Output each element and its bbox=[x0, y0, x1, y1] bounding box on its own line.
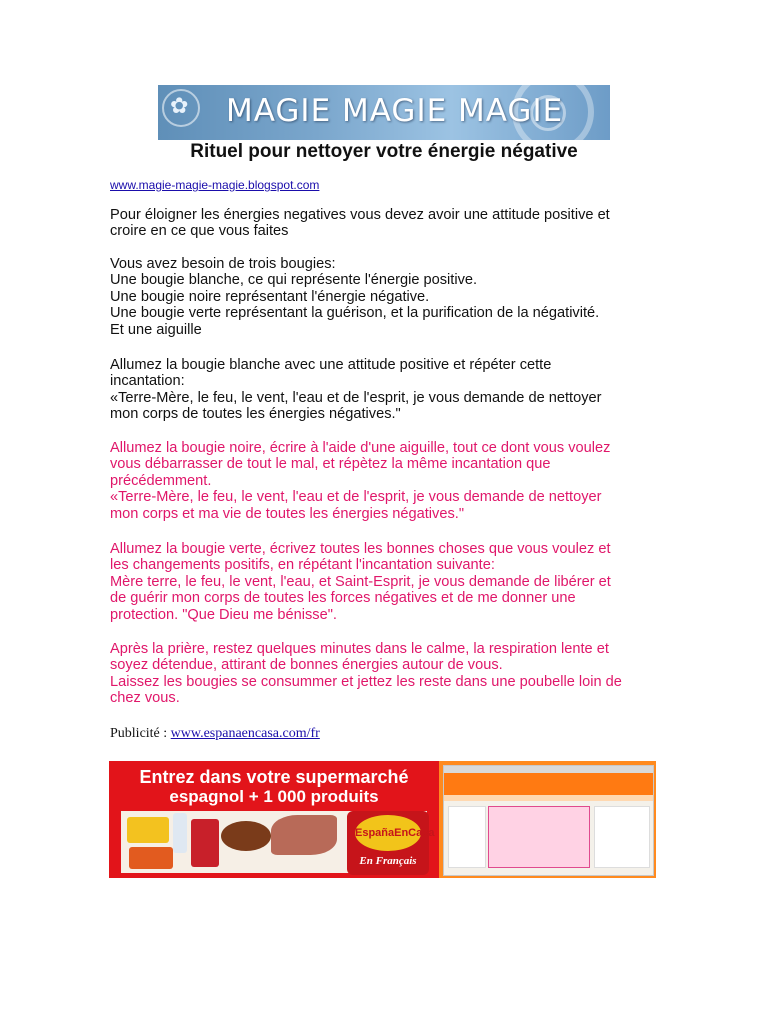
logo-mark: EspañaEnCasa bbox=[355, 815, 421, 851]
text-line: Une bougie noire représentant l'énergie négative. bbox=[110, 288, 430, 305]
header-banner bbox=[158, 85, 610, 140]
site-welcome-box bbox=[488, 806, 590, 868]
browser-window bbox=[443, 765, 654, 876]
banner-title: MAGIE MAGIE MAGIE bbox=[226, 93, 564, 129]
site-right-column bbox=[594, 806, 650, 868]
pub-label: Publicité : bbox=[110, 726, 168, 741]
logo-subtitle: En Français bbox=[359, 855, 417, 867]
paragraph-closing bbox=[110, 641, 670, 707]
text-line: «Terre-Mère, le feu, le vent, l'eau et de l'esprit, je vous demande de nettoyer bbox=[110, 489, 602, 506]
ad-website-screenshot bbox=[439, 761, 656, 878]
text-line: vous débarrasser de tout le mal, et répètez la même incantation que bbox=[110, 456, 551, 473]
paragraph-intro bbox=[110, 207, 670, 240]
text-line: soyez détendue, attirant de bonnes énergies autour de vous. bbox=[110, 657, 503, 674]
site-sidebar bbox=[448, 806, 486, 868]
ad-subheadline: espagnol + 1 000 produits bbox=[169, 787, 379, 806]
site-header bbox=[444, 773, 653, 795]
ad-banner[interactable] bbox=[109, 761, 656, 878]
text-line: Vous avez besoin de trois bougies: bbox=[110, 256, 336, 272]
text-line: protection. "Que Dieu me bénisse". bbox=[110, 606, 337, 623]
browser-toolbar bbox=[444, 766, 653, 773]
text-line: chez vous. bbox=[110, 690, 180, 707]
text-line: de guérir mon corps de toutes les forces négatives et de me donner une bbox=[110, 590, 576, 607]
ad-headline: Entrez dans votre supermarché bbox=[139, 767, 409, 787]
paragraph-materials bbox=[110, 256, 670, 338]
site-nav bbox=[444, 795, 653, 801]
blog-link[interactable]: www.magie-magie-magie.blogspot.com bbox=[110, 178, 320, 192]
espanaencasa-logo bbox=[347, 811, 435, 875]
flower-icon: ✿ bbox=[170, 93, 189, 118]
document-title: Rituel pour nettoyer votre énergie négative bbox=[190, 141, 578, 162]
text-line: Pour éloigner les énergies negatives vous devez avoir une attitude positive et bbox=[110, 207, 610, 223]
text-line: mon corps et ma vie de toutes les énergies négatives." bbox=[110, 505, 464, 522]
text-line: Allumez la bougie noire, écrire à l'aide d'une aiguille, tout ce dont vous voulez bbox=[110, 440, 611, 456]
text-line: Mère terre, le feu, le vent, l'eau, et Saint-Esprit, je vous demande de libérer et bbox=[110, 573, 611, 590]
text-line: Après la prière, restez quelques minutes dans le calme, la respiration lente et bbox=[110, 641, 609, 657]
text-line: précédemment. bbox=[110, 472, 212, 489]
product-image bbox=[221, 821, 271, 851]
product-image bbox=[173, 813, 187, 853]
ad-promo-panel bbox=[109, 761, 439, 878]
text-line: Allumez la bougie verte, écrivez toutes les bonnes choses que vous voulez et bbox=[110, 541, 611, 557]
product-image bbox=[127, 817, 169, 843]
product-image bbox=[129, 847, 173, 869]
text-line: Une bougie verte représentant la guérison, et la purification de la négativité. bbox=[110, 305, 600, 322]
text-line: «Terre-Mère, le feu, le vent, l'eau et de l'esprit, je vous demande de nettoyer bbox=[110, 389, 602, 406]
text-line: Allumez la bougie blanche avec une attitude positive et répéter cette bbox=[110, 357, 552, 373]
paragraph-black-candle bbox=[110, 440, 670, 522]
text-line: Et une aiguille bbox=[110, 321, 202, 338]
product-image bbox=[271, 815, 337, 855]
ad-link[interactable]: www.espanaencasa.com/fr bbox=[170, 726, 320, 741]
text-line: Laissez les bougies se consummer et jettez les reste dans une poubelle loin de bbox=[110, 673, 622, 690]
paragraph-white-candle bbox=[110, 357, 670, 423]
text-line: mon corps de toutes les énergies négatives." bbox=[110, 406, 401, 423]
advertising-line bbox=[110, 726, 320, 742]
text-line: les changements positifs, en répétant l'incantation suivante: bbox=[110, 557, 495, 574]
text-line: Une bougie blanche, ce qui représente l'énergie positive. bbox=[110, 272, 478, 289]
product-image bbox=[191, 819, 219, 867]
text-line: incantation: bbox=[110, 373, 185, 390]
text-line: croire en ce que vous faites bbox=[110, 223, 289, 240]
paragraph-green-candle bbox=[110, 541, 670, 623]
